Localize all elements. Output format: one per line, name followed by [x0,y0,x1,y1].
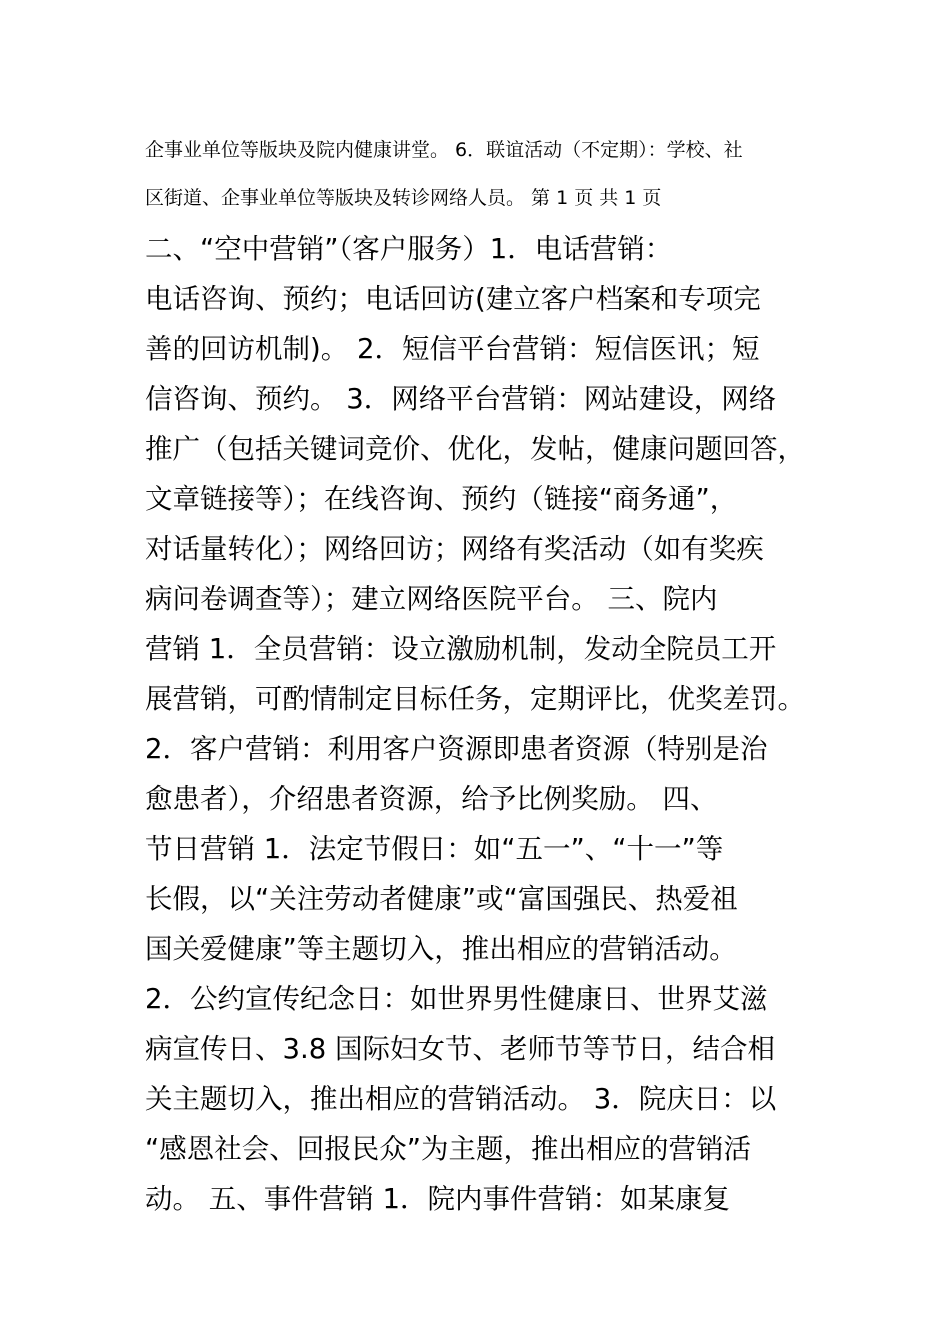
body-line-2: 电话咨询、预约；电话回访(建立客户档案和专项完 [145,283,761,315]
header-line-1: 企事业单位等版块及院内健康讲堂。 6．联谊活动（不定期）：学校、社 [145,139,743,161]
body-line-3: 善的回访机制)。 2．短信平台营销：短信医讯；短 [145,333,760,365]
body-line-8: 病问卷调查等）；建立网络医院平台。 三、院内 [145,583,718,615]
body-line-15: 国关爱健康”等主题切入，推出相应的营销活动。 [145,933,737,965]
body-line-12: 愈患者），介绍患者资源，给予比例奖励。 四、 [145,783,718,815]
body-line-17: 病宣传日、3.8 国际妇女节、老师节等节日，结合相 [145,1033,775,1065]
body-line-14: 长假，以“关注劳动者健康”或“富国强民、热爱祖 [145,883,738,915]
body-line-7: 对话量转化）；网络回访；网络有奖活动（如有奖疾 [145,533,764,565]
body-line-6: 文章链接等）；在线咨询、预约（链接“商务通”， [145,483,738,515]
header-line-2: 区街道、企事业单位等版块及转诊网络人员。 第 1 页 共 1 页 [145,187,662,209]
body-line-4: 信咨询、预约。 3．网络平台营销：网站建设，网络 [145,383,777,415]
body-line-13: 节日营销 1．法定节假日：如“五一”、“十一”等 [145,833,724,865]
body-line-1: 二、“空中营销”（客户服务）1．电话营销： [145,233,673,265]
body-line-18: 关主题切入，推出相应的营销活动。 3．院庆日：以 [145,1083,777,1115]
body-line-11: 2．客户营销：利用客户资源即患者资源（特别是治 [145,733,768,765]
body-line-20: 动。 五、事件营销 1．院内事件营销：如某康复 [145,1183,730,1215]
body-line-16: 2．公约宣传纪念日：如世界男性健康日、世界艾滋 [145,983,768,1015]
body-line-10: 展营销，可酌情制定目标任务，定期评比，优奖差罚。 [145,683,805,715]
body-line-5: 推广（包括关键词竞价、优化，发帖，健康问题回答， [145,433,805,465]
body-line-19: “感恩社会、回报民众”为主题，推出相应的营销活 [145,1133,751,1165]
body-line-9: 营销 1．全员营销：设立激励机制，发动全院员工开 [145,633,777,665]
